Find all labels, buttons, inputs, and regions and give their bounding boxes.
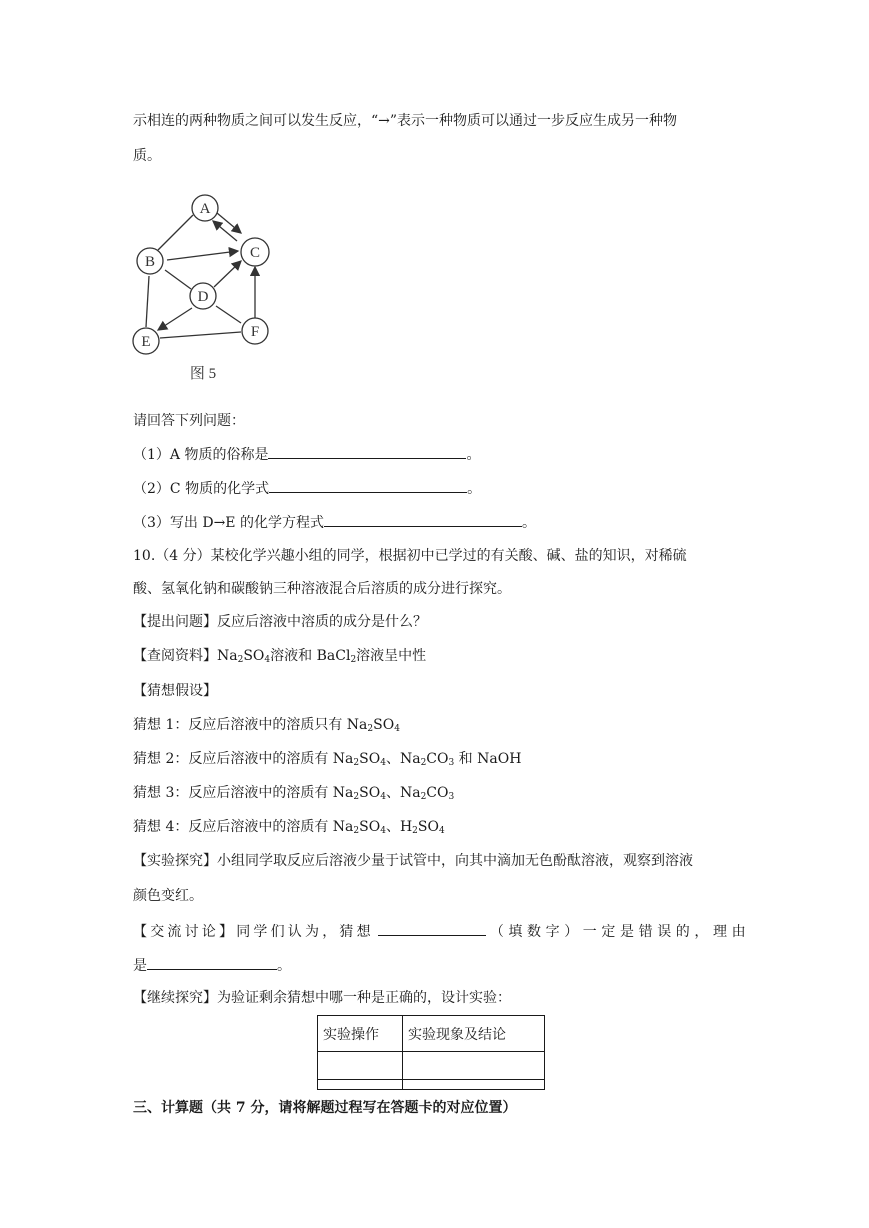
node-c-label: C	[249, 245, 261, 261]
node-e-label: E	[141, 334, 151, 350]
edge-b-d	[165, 270, 191, 289]
hypothesis-2: 猜想 2：反应后溶液中的溶质有 $Na_2SO_4$、$Na_2CO_3$ 和 NaOH	[133, 751, 522, 768]
arrow-b-c	[167, 251, 238, 260]
q9-prompt: 请回答下列问题：	[133, 413, 245, 429]
q10-line-1: 10.（4 分）某校化学兴趣小组的同学，根据初中已学过的有关酸、碱、盐的知识，对稀硫	[133, 548, 687, 564]
intro-line-2: 质。	[133, 148, 161, 164]
discussion-line-2: 是 。	[133, 955, 291, 976]
arrow-c-a	[213, 221, 237, 241]
node-b-label: B	[144, 254, 156, 270]
edge-b-e	[146, 276, 149, 327]
section-3-heading: 三、计算题（共 7 分，请将解题过程写在答题卡的对应位置）	[133, 1100, 517, 1116]
answer-blank-3[interactable]	[324, 512, 522, 527]
experiment-line-2: 颜色变红。	[133, 888, 203, 904]
hypothesis-4: 猜想 4：反应后溶液中的溶质有 $Na_2SO_4$、$H_2SO_4$	[133, 819, 445, 836]
table-cell-operation[interactable]	[318, 1052, 403, 1079]
arrow-d-e	[158, 308, 192, 330]
table-header-result: 实验现象及结论	[403, 1016, 545, 1052]
q10-line-2: 酸、氢氧化钠和碳酸钠三种溶液混合后溶质的成分进行探究。	[133, 581, 511, 597]
intro-line-1: 示相连的两种物质之间可以发生反应，“→”表示一种物质可以通过一步反应生成另一种物	[133, 113, 678, 129]
hypothesis-1: 猜想 1：反应后溶液中的溶质只有 $Na_2SO_4$	[133, 717, 400, 734]
figure-caption: 图 5	[189, 366, 217, 382]
q10-info: 【查阅资料】$Na_2SO_4$溶液和 BaCl$_2$溶液呈中性	[133, 648, 427, 665]
q9-part-3: （3）写出 D→E 的化学方程式 。	[133, 512, 536, 533]
table-cell-result-2[interactable]	[403, 1079, 545, 1089]
hypothesis-3: 猜想 3：反应后溶液中的溶质有 $Na_2SO_4$、$Na_2CO_3$	[133, 785, 455, 802]
answer-blank-2[interactable]	[269, 478, 467, 493]
q9-part-2: （2）C 物质的化学式 。	[133, 478, 481, 499]
arrow-d-c	[214, 261, 241, 287]
arrow-a-c	[217, 213, 241, 233]
answer-blank-5[interactable]	[147, 955, 277, 970]
answer-blank-1[interactable]	[268, 444, 466, 459]
edge-a-b	[158, 215, 193, 250]
node-d-label: D	[197, 289, 209, 305]
table-header-operation: 实验操作	[318, 1016, 403, 1052]
table-cell-operation-2[interactable]	[318, 1079, 403, 1089]
continue-inquiry: 【继续探究】为验证剩余猜想中哪一种是正确的，设计实验：	[133, 990, 511, 1006]
discussion-line-1: 【交流讨论】同学们认为，猜想 （填数字）一定是错误的，理由	[133, 921, 737, 942]
q10-hyp-head: 【猜想假设】	[133, 683, 217, 699]
edge-e-f	[160, 332, 241, 338]
answer-blank-4[interactable]	[378, 921, 486, 936]
node-f-label: F	[250, 324, 260, 340]
experiment-table	[317, 1015, 545, 1090]
edge-d-f	[216, 306, 241, 323]
table-cell-result[interactable]	[403, 1052, 545, 1079]
q9-part-1: （1）A 物质的俗称是 。	[133, 444, 480, 465]
node-a-label: A	[199, 201, 211, 217]
experiment-line-1: 【实验探究】小组同学取反应后溶液少量于试管中，向其中滴加无色酚酞溶液，观察到溶液	[133, 853, 693, 869]
reaction-diagram	[125, 188, 285, 388]
q10-question: 【提出问题】反应后溶液中溶质的成分是什么？	[133, 614, 427, 630]
